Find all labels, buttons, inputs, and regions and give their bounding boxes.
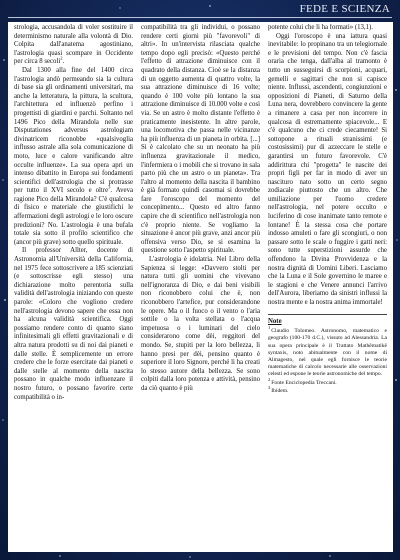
- paragraph: [268, 24, 387, 33]
- paragraph-text-tail: .: [62, 58, 65, 66]
- paragraph: [14, 67, 133, 247]
- paragraph: [141, 256, 260, 394]
- column-2: [141, 24, 260, 550]
- paragraph: [14, 247, 133, 402]
- paragraph: [268, 33, 387, 308]
- paragraph-text: Il professor Allter, docente di Astronomia all'Università della California, nel 1975 fece sottoscrivere a 185 scienziati (e sottoscrisse egli stesso) una dichiarazione molto perentoria sulla validità dell'astrologia iniziando con queste parole: «Coloro che vogliono credere nell'astrologia devono sapere che essa non ha alcuna validità scientifica. Oggi possiamo rendere conto di quanto siano infinitesimali gli effetti gravitazionali e di altra natura prodotti su di noi dai pianeti e dalle stelle. È semplicemente un errore credere che le forze esercitate dai pianeti e dalle stelle al momento della nascita possano in qualche modo influenzare il nostro futuro, o possano favorire certe compatibilità o in-: [14, 247, 133, 401]
- footnotes: [268, 314, 387, 395]
- footnote-number: 3: [268, 384, 271, 390]
- paragraph-text: strologia, accusandola di voler sostituire il determinismo naturale alla volontà di Dio. Colpita dall'anatema agostiniano, l'astrologia quasi scompare in Occidente per circa 8 secoli: [14, 24, 133, 66]
- paragraph-text: potente colui che li ha formati»: [268, 24, 354, 31]
- paragraph-text-tail: (13,1).: [353, 24, 373, 31]
- paragraph-text: Oggi l'oroscopo è una iattura quasi inevitabile: lo propinano tra un telegiornale e le previsioni del tempo. Non c'è fascia oraria che tenga, dall'alba al tramonto è tutto un susseguirsi di scorpioni, acquari, gemelli e sagittari che non si capisce niente. Influssi, ascendenti, congiunzioni e opposizioni di Pianeti, di Saturno della Luna nera, dovrebbero convincere la gente a rimanere a casa per non incorrere in qualcosa di estremamente spiacevole... E c'è qualcuno che ci crede ciecamente! Si sottopone a rituali stranissimi (e costosissimi) pur di azzeccare le stelle e garantirsi un futuro favorevole. C'è addirittura chi "progetta" le nascite dei propri figli per far in modo di aver un nascituro nato sotto un certo segno zodiacale piuttosto che un altro. Che umiliazione per l'uomo credere nell'astrologia, nel potere occulto e luciferino di cose inanimate tanto remote e lontane! È la stessa cosa che portare indosso amuleti o fare gli scongiuri, o non passare sotto le scale o fuggire i gatti neri: sono tutte superstizioni assurde che offendono la Divina Provvidenza e la nostra dignità di Uomini Liberi. Lasciamo che la Luna e il Sole governino le maree e le stagioni e che Venere annunci l'arrivo dell'Aurora, liberiamo da sinistri influssi la nostra mente e la nostra anima immortale!: [268, 32, 387, 306]
- paragraph: [14, 24, 133, 67]
- footnote-item: [268, 384, 387, 395]
- section-title: FEDE E SCIENZA: [299, 3, 390, 15]
- article-page: [8, 22, 393, 552]
- paragraph-text: L'astrologia è idolatria. Nel Libro della Sapienza si legge: «Davvero stolti per natura tutti gli uomini che vivevano nell'ignoranza di Dio, e dai beni visibili non riconobbero colui che è, non riconobbero l'artefice, pur considerandone le opere. Ma o il fuoco o il vento o l'aria sottile o la volta stellata o l'acqua impetuosa o i luminari del cielo considerarono come dèi, reggitori del mondo. Se, stupiti per la loro bellezza, li hanno presi per dèi, pensino quanto è superiore il loro Signore, perché li ha creati lo stesso autore della bellezza. Se sono colpiti dalla loro potenza e attività, pensino da ciò quanto è più: [141, 256, 260, 392]
- footnote-text: Fonte Enciclopedia Treccani.: [271, 379, 337, 386]
- footnote-item: [268, 376, 387, 387]
- paragraph-text: compatibilità tra gli individui, o possano rendere certi giorni più "favorevoli" di altri». In un'intervista rilasciata qualche tempo dopo egli precisò: «Questo perché l'effetto di attrazione diminuisce con il quadrato della distanza. Cioè se la distanza di un oggetto aumenta di quattro volte, la sua attrazione diminuisce di 16 volte; quando è 100 volte più lontano la sua attrazione diminuisce di 10.000 volte e così via. Se un astro è molto distante l'effetto è praticamente inesistente. In altre parole, una locomotiva che passa nelle vicinanze ha più influenza di un pianeta in orbita. [...] Si è calcolato che su un neonato ha più influenza gravitazionale il medico, l'infermiera o i mobili che si trovano in sala parto più che un astro o un pianeta». Tra l'altro al momento della nascita il bambino è già formato quindi casomai si dovrebbe fare l'oroscopo del momento del concepimento... Questo ed altro fanno capire che di scientifico nell'astrologia non c'è proprio niente. Se vogliamo la situazione è ancor più grave, anzi ancor più offensiva verso Dio, se si esamina la questione sotto l'aspetto spirituale.: [141, 24, 260, 255]
- column-1: [14, 24, 133, 550]
- column-3: [268, 24, 387, 550]
- footnote-text: Ibidem.: [271, 387, 289, 394]
- footnote-number: 2: [268, 376, 271, 382]
- footnote-ref: 2: [60, 56, 63, 62]
- footnotes-title: Note: [268, 317, 282, 325]
- page-header: [0, 0, 400, 20]
- paragraph-text: Dal 1300 alla fine del 1400 circa l'astrologia andò permeando sia la cultura di base sia gli ordinamenti universitari, ma anche la letteratura, la pittura, la scultura, l'architettura ed influenzò perfino i progettisti di giardini e parchi. Soltanto nel 1496 Pico della Mirandola nelle sue Disputationes adversus astrologiam divinatricem riconobbe «qualsivoglia influsso astrale alla sola comunicazione di moto, luce e calore vanificando altre occulte influenze». La sua opera apri un intenso dibattito in Europa sui fondamenti scientifici dell'astrologia che si protrasse per tutto il XVI secolo e oltre: [14, 66, 133, 195]
- footnote-ref: 3: [108, 185, 111, 191]
- paragraph-text-tail: . Aveva ragione Pico della Mirandola? C'è qualcosa di fisico e materiale che giustifichi le affermazioni degli astrologi e le loro oscure predizioni? No. L'astrologia è una bufala totale sia sotto il profilo scientifico che (ancor più grave) sotto quello spirituale.: [14, 187, 133, 246]
- footnotes-list: [268, 325, 387, 395]
- footnote-text: Claudio Tolomeo. Astronomo, matematico e geografo (100-170 d.C.), vissuto ad Alessandria. La sua opera principale è il Trattato Mathēmatikē syntaxis, noto abitualmente con il nome di Almagesto, nel quale egli fornisce le teorie matematiche di calcolo necessarie alle osservazioni celesti ed espone le teorie astronomiche del tempo.: [268, 328, 387, 378]
- header-divider: [8, 17, 392, 18]
- footnote-number: 1: [268, 325, 271, 331]
- footnote-item: [268, 325, 387, 378]
- paragraph: [141, 24, 260, 256]
